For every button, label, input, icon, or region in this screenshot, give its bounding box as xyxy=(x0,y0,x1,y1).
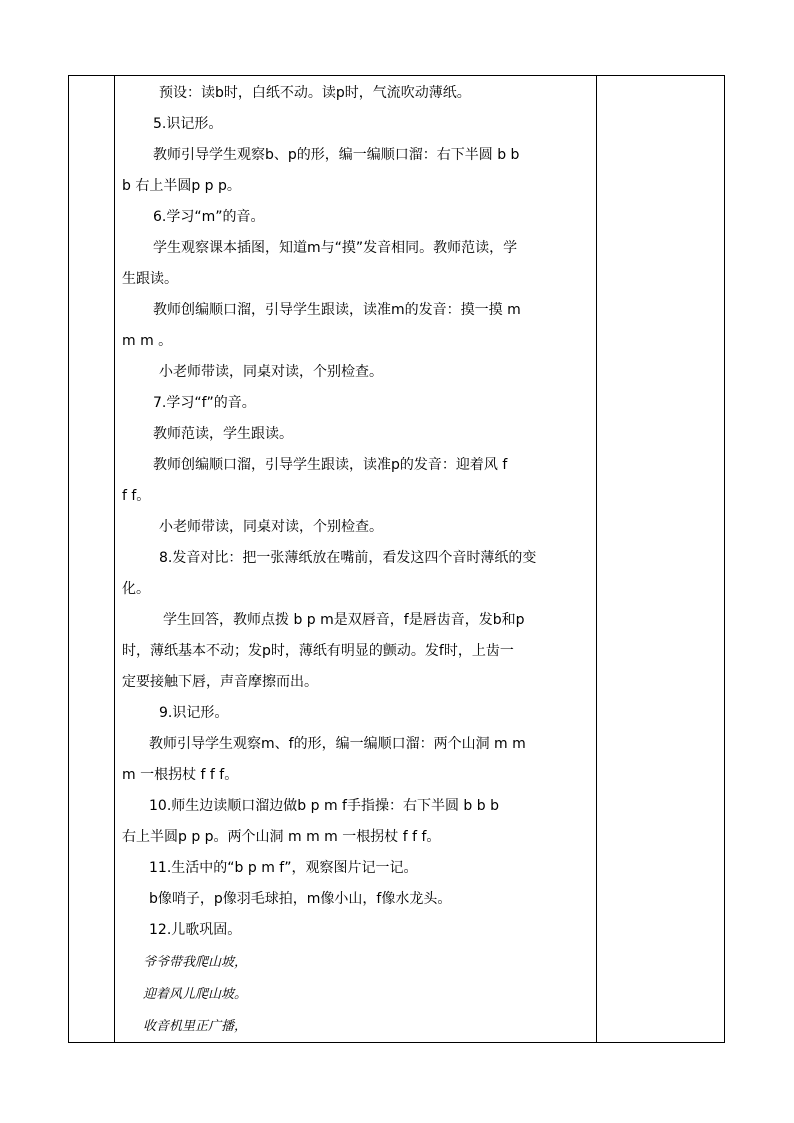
text-line: 小老师带读，同桌对读，个别检查。 xyxy=(159,364,383,380)
text-line: 5.识记形。 xyxy=(153,116,223,132)
poem-line: 收音机里正广播， xyxy=(143,1019,248,1034)
text-line: 时，薄纸基本不动；发p时，薄纸有明显的颤动。发f时，上齿一 xyxy=(122,643,514,659)
text-line: 10.师生边读顺口溜边做b p m f手指操：右下半圆 b b b xyxy=(149,798,499,814)
text-line: 教师引导学生观察b、p的形，编一编顺口溜：右下半圆 b b xyxy=(153,147,520,163)
text-line: m m 。 xyxy=(122,333,173,349)
text-line: b像哨子，p像羽毛球拍，m像小山，f像水龙头。 xyxy=(149,891,452,907)
text-line: 12.儿歌巩固。 xyxy=(149,922,242,938)
text-line: 小老师带读，同桌对读，个别检查。 xyxy=(159,519,383,535)
text-line: 教师范读，学生跟读。 xyxy=(153,426,293,442)
text-line: 教师创编顺口溜，引导学生跟读，读准p的发音：迎着风 f xyxy=(153,457,508,473)
text-line: 9.识记形。 xyxy=(159,705,229,721)
text-line: f f。 xyxy=(122,488,151,504)
text-line: 7.学习“f”的音。 xyxy=(153,395,256,411)
text-line: 化。 xyxy=(122,581,150,597)
poem-line: 爷爷带我爬山坡， xyxy=(143,955,248,970)
text-line: b 右上半圆p p p。 xyxy=(122,178,241,194)
text-line: 教师创编顺口溜，引导学生跟读，读准m的发音：摸一摸 m xyxy=(153,302,521,318)
text-line: 8.发音对比：把一张薄纸放在嘴前，看发这四个音时薄纸的变 xyxy=(159,550,537,566)
text-line: 预设：读b时，白纸不动。读p时，气流吹动薄纸。 xyxy=(159,85,471,101)
text-line: 教师引导学生观察m、f的形，编一编顺口溜：两个山洞 m m xyxy=(149,736,526,752)
text-line: 右上半圆p p p。两个山洞 m m m 一根拐杖 f f f。 xyxy=(122,829,441,845)
text-line: 6.学习“m”的音。 xyxy=(153,209,265,225)
poem-line: 迎着风儿爬山坡。 xyxy=(143,987,248,1002)
text-line: 11.生活中的“b p m f”，观察图片记一记。 xyxy=(149,860,418,876)
lesson-content-cell xyxy=(113,75,596,1043)
text-line: 学生观察课本插图，知道m与“摸”发音相同。教师范读，学 xyxy=(153,240,518,256)
text-line: 学生回答，教师点拨 b p m是双唇音，f是唇齿音，发b和p xyxy=(163,612,525,628)
text-line: 生跟读。 xyxy=(122,271,178,287)
column-divider-right xyxy=(596,76,597,1042)
text-line: 定要接触下唇，声音摩擦而出。 xyxy=(122,674,318,690)
text-line: m 一根拐杖 f f f。 xyxy=(122,767,239,783)
